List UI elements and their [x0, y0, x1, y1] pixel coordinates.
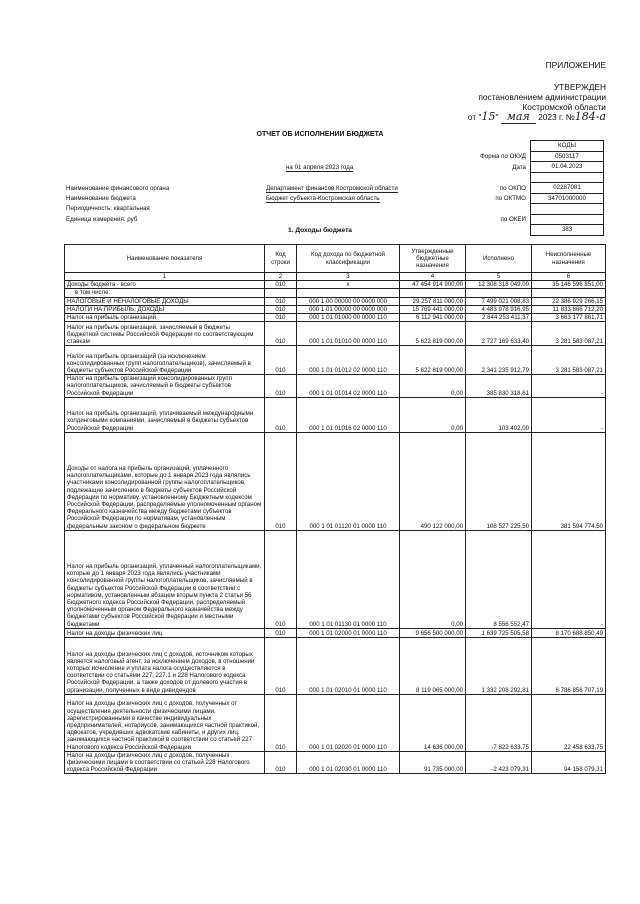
row-line-code: 010 [265, 297, 297, 305]
row-remaining: - [532, 397, 606, 432]
budget-value: Бюджет субъекта-Костромская область [266, 195, 380, 202]
oktmo-value: 34701000000 [531, 193, 604, 204]
table-row [65, 694, 606, 751]
row-revenue-code: 000 1 01 01120 01 0000 110 [297, 432, 400, 530]
row-name: Налог на прибыль организаций, уплачиваемый международными холдинговыми компаниями, зачисляемый в бюджеты субъектов Российской Федерации [65, 397, 265, 432]
approved-line1: постановлением администрации [478, 92, 606, 102]
row-executed: 1 639 725 505,58 [466, 628, 532, 637]
row-executed: 1 332 208 292,81 [466, 637, 532, 694]
okei-value: 383 [531, 225, 604, 236]
okud-value: 0503117 [531, 151, 604, 162]
period-label: Периодичность: квартальная [66, 205, 150, 212]
row-approved: 9 656 500 000,00 [400, 628, 466, 637]
fin-org-value: Департамент финансов Костромской области [266, 185, 398, 192]
approval-day: 15 [481, 110, 496, 123]
row-approved: 47 454 914 900,00 [400, 281, 466, 289]
col-number: 5 [466, 273, 532, 281]
row-revenue-code: 000 1 01 01000 00 0000 110 [297, 314, 400, 322]
row-approved: 91 735 000,00 [400, 751, 466, 774]
table-row [65, 530, 606, 628]
row-name: НАЛОГОВЫЕ И НЕНАЛОГОВЫЕ ДОХОДЫ [65, 297, 265, 305]
row-executed: -2 423 079,31 [466, 751, 532, 774]
table-row [65, 751, 606, 774]
row-approved: 29 257 811 000,00 [400, 297, 466, 305]
row-executed: 103 402,00 [466, 397, 532, 432]
row-remaining: 381 594 774,50 [532, 432, 606, 530]
row-name: Налог на прибыль организаций (за исключением консолидированных групп налогоплательщиков), зачисляемый в бюджеты субъектов Российской Федерации [65, 346, 265, 375]
revenue-table [64, 244, 606, 774]
table-row [65, 305, 606, 313]
table-row [65, 346, 606, 375]
row-executed: 2 727 169 633,40 [466, 322, 532, 346]
row-revenue-code: 000 1 01 02020 01 0000 110 [297, 694, 400, 751]
report-title: ОТЧЕТ ОБ ИСПОЛНЕНИИ БЮДЖЕТА [256, 131, 384, 138]
approved-line2: Костромской области [522, 102, 606, 112]
row-approved: 490 122 000,00 [400, 432, 466, 530]
row-line-code: 010 [265, 397, 297, 432]
row-revenue-code [297, 289, 400, 297]
col-header-executed: Исполнено [466, 245, 532, 273]
approval-date: от "15" мая 2023 г. №184-а [467, 110, 606, 123]
row-remaining: 35 146 596 851,00 [532, 281, 606, 289]
row-approved: 15 769 441 000,00 [400, 305, 466, 313]
table-row [65, 397, 606, 432]
col-number: 2 [265, 273, 297, 281]
row-approved: 6 112 941 000,00 [400, 314, 466, 322]
row-remaining: 8 170 688 850,49 [532, 628, 606, 637]
row-revenue-code: 000 1 01 02010 01 0000 110 [297, 637, 400, 694]
row-revenue-code: 000 1 01 01016 02 0000 110 [297, 397, 400, 432]
unit-label: Единица измерения: руб [66, 216, 138, 223]
row-executed: 2 844 253 411,37 [466, 314, 532, 322]
table-row [65, 637, 606, 694]
row-revenue-code: 000 1 01 00000 00 0000 000 [297, 305, 400, 313]
row-remaining: - [532, 375, 606, 398]
row-line-code: 010 [265, 314, 297, 322]
row-executed: 8 556 552,47 [466, 530, 532, 628]
row-remaining: 22 386 929 266,15 [532, 297, 606, 305]
row-approved: 0,00 [400, 530, 466, 628]
row-approved: 0,00 [400, 397, 466, 432]
row-name: Налог на доходы физических лиц с доходов, источником которых является налоговый агент, за исключением доходов, в отношении которых исчисление и уплата налога осуществляются в соответствии со статьями 227, 227.1 и 228 Налогового кодекса Российской Федерации, а также доходов от долевого участия в организации, полученных в виде дивидендов [65, 637, 265, 694]
table-row [65, 375, 606, 398]
row-executed: 2 341 235 912,79 [466, 346, 532, 375]
row-executed: 385 830 318,61 [466, 375, 532, 398]
col-number: 1 [65, 273, 265, 281]
row-revenue-code: 000 1 01 01012 02 0000 110 [297, 346, 400, 375]
row-line-code: 010 [265, 694, 297, 751]
row-approved: 8 119 065 000,00 [400, 637, 466, 694]
row-revenue-code: 000 1 01 02000 01 0000 110 [297, 628, 400, 637]
row-remaining: 6 786 856 707,19 [532, 637, 606, 694]
row-remaining: - [532, 530, 606, 628]
col-header-name: Наименование показателя [65, 245, 265, 273]
approval-month: мая [501, 110, 536, 124]
approval-number: 184-а [574, 110, 606, 123]
row-approved: 5 622 819 000,00 [400, 346, 466, 375]
row-line-code: 010 [265, 375, 297, 398]
row-name: Налог на доходы физических лиц [65, 628, 265, 637]
table-row [65, 297, 606, 305]
report-date: на 01 апреля 2023 года [286, 164, 354, 171]
row-executed: 12 308 318 049,00 [466, 281, 532, 289]
row-line-code: 010 [265, 751, 297, 774]
table-row [65, 628, 606, 637]
row-revenue-code: 000 1 01 02030 01 0000 110 [297, 751, 400, 774]
col-number: 4 [400, 273, 466, 281]
row-remaining: 94 158 079,31 [532, 751, 606, 774]
date-label: Дата [512, 164, 526, 171]
row-line-code [265, 289, 297, 297]
row-line-code: 010 [265, 346, 297, 375]
col-number: 3 [297, 273, 400, 281]
section-title: 1. Доходы бюджета [288, 227, 352, 234]
row-line-code: 010 [265, 530, 297, 628]
row-line-code: 010 [265, 637, 297, 694]
row-name: НАЛОГИ НА ПРИБЫЛЬ, ДОХОДЫ [65, 305, 265, 313]
row-approved: 5 622 819 000,00 [400, 322, 466, 346]
col-number: 6 [532, 273, 606, 281]
row-executed [466, 289, 532, 297]
row-approved: 0,00 [400, 375, 466, 398]
row-remaining [532, 289, 606, 297]
table-row [65, 322, 606, 346]
table-row [65, 289, 606, 297]
row-revenue-code: 000 1 00 00000 00 0000 000 [297, 297, 400, 305]
row-name: Налог на прибыль организаций, уплаченный налогоплательщиками, которые до 1 января 2023 года являлись участниками консолидированной группы налогоплательщиков, зачисляемый в бюджеты субъектов Российской Федерации в соответствии с нормативом, установленным абзацем вторым пункта 2 статьи 56 Бюджетного кодекса Российской Федерации, распределяемый уполномоченным органом Федерального казначейства между бюджетами субъектов Российской Федерации и местными бюджетами [65, 530, 265, 628]
row-remaining: 3 663 177 861,71 [532, 314, 606, 322]
okud-label: Форма по ОКУД [480, 153, 526, 160]
codes-header: КОДЫ [531, 141, 604, 152]
row-remaining: 3 281 583 087,21 [532, 346, 606, 375]
row-name: в том числе: [65, 289, 265, 297]
row-name: Доходы бюджета - всего [65, 281, 265, 289]
row-name: Налог на доходы физических лиц с доходов, полученных от осуществления деятельности физическими лицами, зарегистрированными в качестве индивидуальных предпринимателей, нотариусов, занимающихся частной практикой, адвокатов, учредивших адвокатские кабинеты, и других лиц, занимающихся частной практикой в соответствии со статьей 227 Налогового кодекса Российской Федерации [65, 694, 265, 751]
row-line-code: 010 [265, 322, 297, 346]
row-revenue-code: 000 1 01 01130 01 0000 110 [297, 530, 400, 628]
row-executed: 4 483 978 916,95 [466, 305, 532, 313]
appendix-label: ПРИЛОЖЕНИЕ [545, 60, 606, 70]
row-executed: 7 499 021 008,83 [466, 297, 532, 305]
table-row [65, 314, 606, 322]
table-row [65, 281, 606, 289]
fin-org-label: Наименование финансового органа [66, 185, 170, 192]
row-executed: -7 822 633,75 [466, 694, 532, 751]
approval-block [468, 60, 606, 122]
row-revenue-code: 000 1 01 01010 00 0000 110 [297, 322, 400, 346]
row-name: Налог на прибыль организаций, зачисляемый в бюджеты бюджетной системы Российской Федерации по соответствующим ставкам [65, 322, 265, 346]
row-approved: 14 636 000,00 [400, 694, 466, 751]
row-executed: 108 527 225,50 [466, 432, 532, 530]
date-value: 01.04.2023 [531, 162, 604, 173]
row-name: Доходы от налога на прибыль организаций, уплаченного налогоплательщиками, которые до 1 января 2023 года являлись участниками консолидированной группы налогоплательщиков, подлежащие зачислению в бюджеты субъектов Российской Федерации по нормативу, установленному Бюджетным кодексом Российской Федерации, распределяемые уполномоченным органом Федерального казначейства между бюджетами субъектов Российской Федерации по нормативам, установленным федеральным законом о федеральном бюджете [65, 432, 265, 530]
col-header-remaining: Неисполненные назначения [532, 245, 606, 273]
row-remaining: 3 281 583 087,21 [532, 322, 606, 346]
codes-table [530, 140, 604, 236]
row-line-code: 010 [265, 281, 297, 289]
col-header-line: Код строки [265, 245, 297, 273]
row-line-code: 010 [265, 628, 297, 637]
budget-label: Наименование бюджета [66, 195, 136, 202]
okei-label: по ОКЕИ [500, 216, 526, 223]
col-header-code: Код дохода по бюджетной классификации [297, 245, 400, 273]
okpo-value: 02287081 [531, 183, 604, 194]
row-name: Налог на доходы физических лиц с доходов, полученных физическими лицами в соответствии со статьей 228 Налогового кодекса Российской Федерации [65, 751, 265, 774]
row-approved [400, 289, 466, 297]
row-remaining: 22 458 633,75 [532, 694, 606, 751]
col-header-approved: Утвержденные бюджетные назначения [400, 245, 466, 273]
oktmo-label: по ОКТМО [495, 195, 526, 202]
table-row [65, 432, 606, 530]
row-name: Налог на прибыль организаций [65, 314, 265, 322]
row-revenue-code: x [297, 281, 400, 289]
row-line-code: 010 [265, 432, 297, 530]
row-remaining: 11 833 866 712,20 [532, 305, 606, 313]
approved-label: УТВЕРЖДЕН [553, 82, 606, 92]
row-line-code: 010 [265, 305, 297, 313]
okpo-label: по ОКПО [499, 185, 526, 192]
row-name: Налог на прибыль организаций консолидированных групп налогоплательщиков, зачисляемый в бюджеты субъектов Российской Федерации [65, 375, 265, 398]
row-revenue-code: 000 1 01 01014 02 0000 110 [297, 375, 400, 398]
